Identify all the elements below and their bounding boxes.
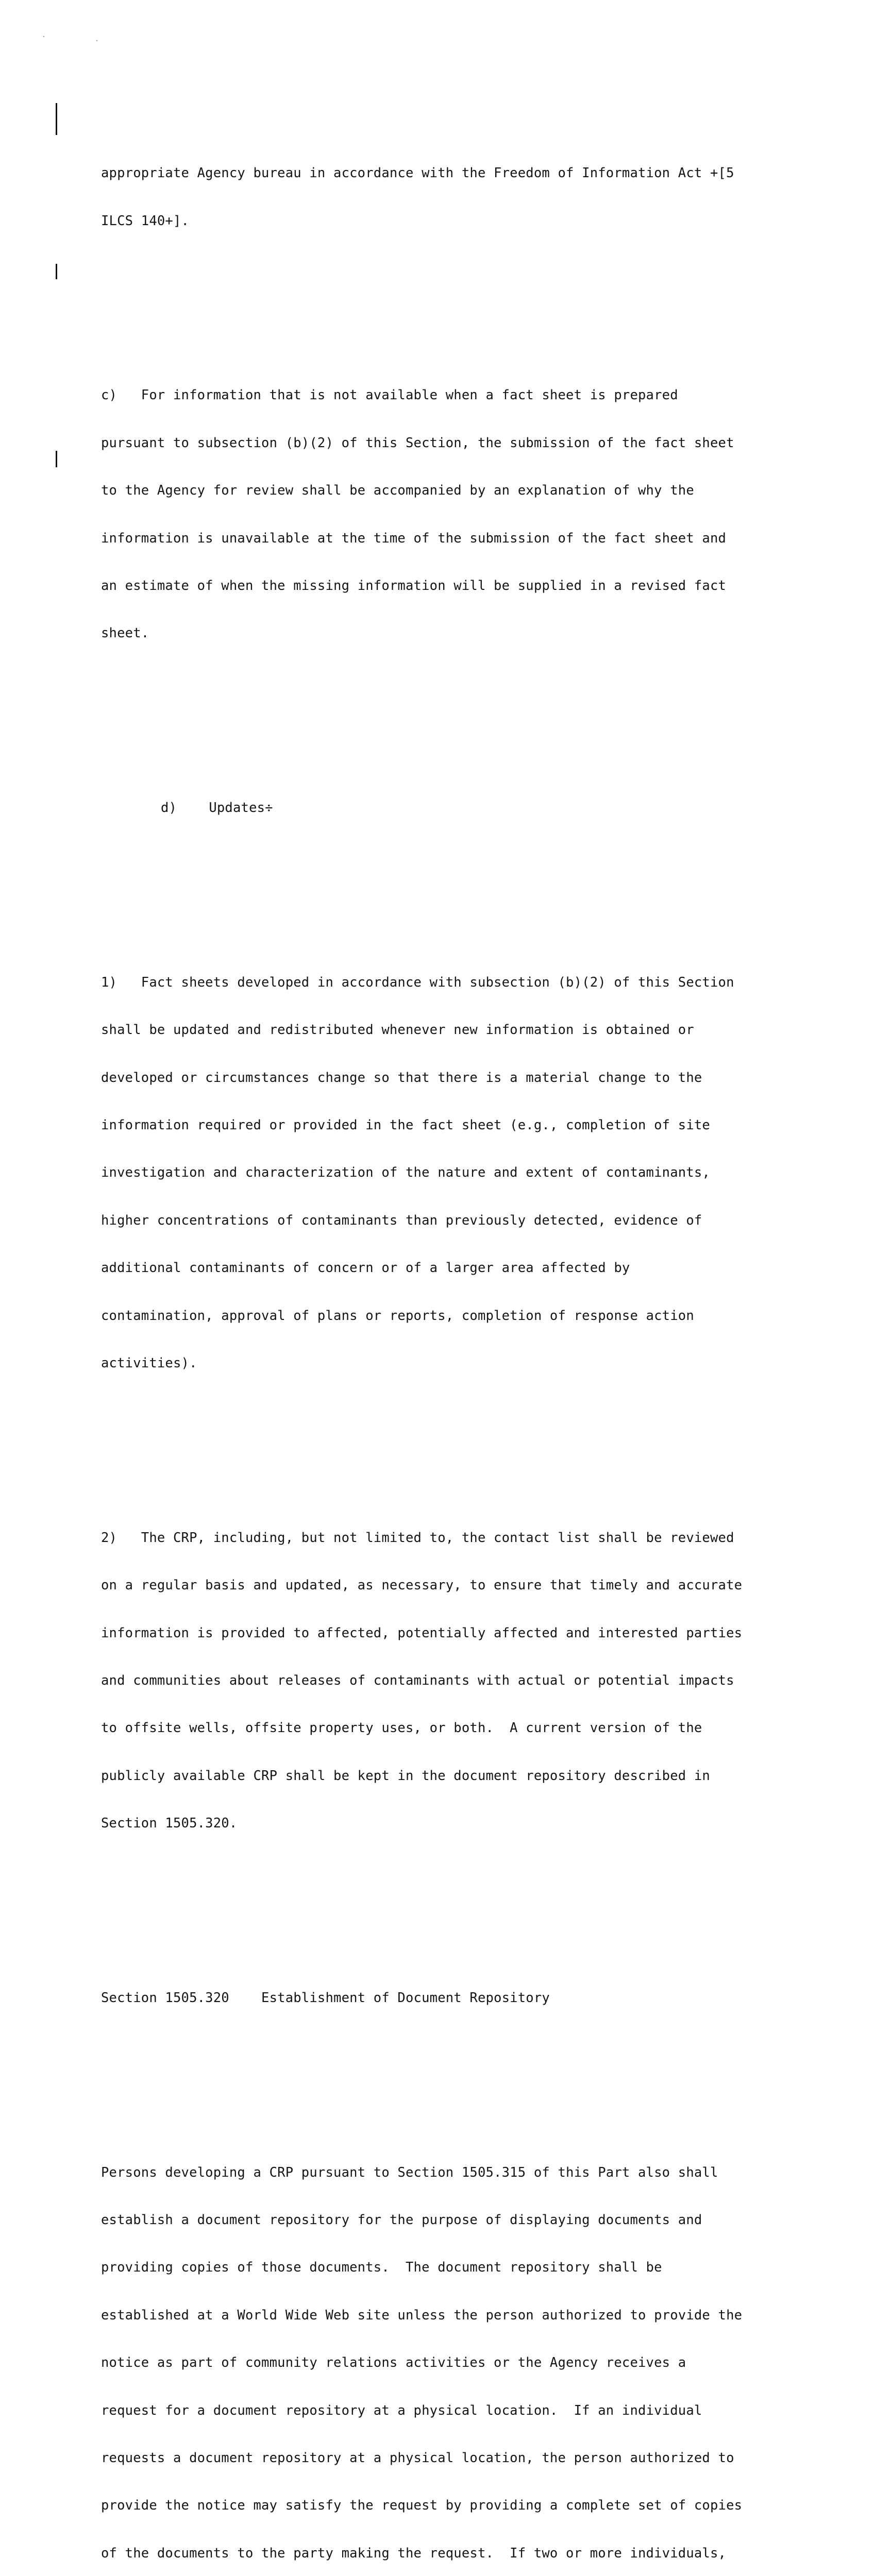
text-line: provide the notice may satisfy the request by providing a complete set of copies — [101, 2498, 743, 2514]
text-line: 2) The CRP, including, but not limited to, the contact list shall be reviewed — [101, 1530, 734, 1546]
paragraph-section-intro — [101, 2133, 742, 2576]
text-line: contamination, approval of plans or reports, completion of response action — [101, 1308, 694, 1324]
section-heading — [101, 1958, 742, 2038]
text-line: developed or circumstances change so that there is a material change to the — [101, 1070, 702, 1086]
text-line: pursuant to subsection (b)(2) of this Section, the submission of the fact sheet — [101, 435, 734, 451]
text-line: established at a World Wide Web site unless the person authorized to provide the — [101, 2307, 743, 2323]
text-line: an estimate of when the missing information will be supplied in a revised fact — [101, 578, 727, 594]
text-line: higher concentrations of contaminants than previously detected, evidence of — [101, 1212, 702, 1228]
text-line: d) Updates÷ — [161, 800, 273, 816]
document-body — [101, 102, 742, 2576]
text-line: providing copies of those documents. The document repository shall be — [101, 2260, 662, 2276]
paragraph-d1 — [101, 943, 742, 1403]
text-line: Section 1505.320 Establishment of Document Repository — [101, 1990, 550, 2006]
text-line: shall be updated and redistributed whenever new information is obtained or — [101, 1022, 694, 1038]
text-line: establish a document repository for the purpose of displaying documents and — [101, 2212, 702, 2228]
paragraph-d-heading — [101, 768, 742, 848]
paragraph-gap — [101, 293, 742, 309]
text-line: notice as part of community relations activities or the Agency receives a — [101, 2355, 686, 2371]
text-line: additional contaminants of concern or of a larger area affected by — [101, 1260, 630, 1276]
text-line: to the Agency for review shall be accompanied by an explanation of why the — [101, 483, 694, 499]
paragraph-gap — [101, 879, 742, 895]
revision-bar — [56, 451, 57, 467]
text-line: to offsite wells, offsite property uses, or both. A current version of the — [101, 1720, 702, 1736]
text-line: appropriate Agency bureau in accordance with the Freedom of Information Act +[5 — [101, 165, 734, 181]
text-line: information is provided to affected, potentially affected and interested parties — [101, 1625, 743, 1641]
paragraph-gap — [101, 705, 742, 721]
text-line: activities). — [101, 1355, 197, 1371]
text-line: of the documents to the party making the request. If two or more individuals, — [101, 2545, 727, 2561]
text-line: and communities about releases of contaminants with actual or potential impacts — [101, 1672, 734, 1688]
text-line: information is unavailable at the time of the submission of the fact sheet and — [101, 530, 727, 546]
paragraph-gap — [101, 1895, 742, 1911]
text-line: Section 1505.320. — [101, 1816, 238, 1832]
text-line: on a regular basis and updated, as necessary, to ensure that timely and accurate — [101, 1578, 743, 1594]
text-line: sheet. — [101, 625, 149, 641]
paragraph-gap — [101, 2070, 742, 2086]
paragraph-foia — [101, 134, 742, 261]
text-line: investigation and characterization of the nature and extent of contaminants, — [101, 1165, 710, 1181]
text-line: publicly available CRP shall be kept in the document repository described in — [101, 1768, 710, 1784]
text-line: c) For information that is not available when a fact sheet is prepared — [101, 387, 678, 403]
revision-bar — [56, 264, 57, 279]
scan-speck — [96, 40, 97, 41]
text-line: requests a document repository at a physical location, the person authorized to — [101, 2450, 734, 2466]
paragraph-d2 — [101, 1498, 742, 1863]
paragraph-gap — [101, 1435, 742, 1451]
revision-bar — [56, 103, 57, 135]
text-line: Persons developing a CRP pursuant to Section 1505.315 of this Part also shall — [101, 2164, 718, 2180]
text-line: request for a document repository at a physical location. If an individual — [101, 2402, 702, 2418]
text-line: ILCS 140+]. — [101, 213, 190, 229]
paragraph-c — [101, 356, 742, 673]
text-line: 1) Fact sheets developed in accordance with subsection (b)(2) of this Section — [101, 974, 734, 990]
scan-speck — [43, 36, 44, 37]
text-line: information required or provided in the fact sheet (e.g., completion of site — [101, 1117, 710, 1133]
